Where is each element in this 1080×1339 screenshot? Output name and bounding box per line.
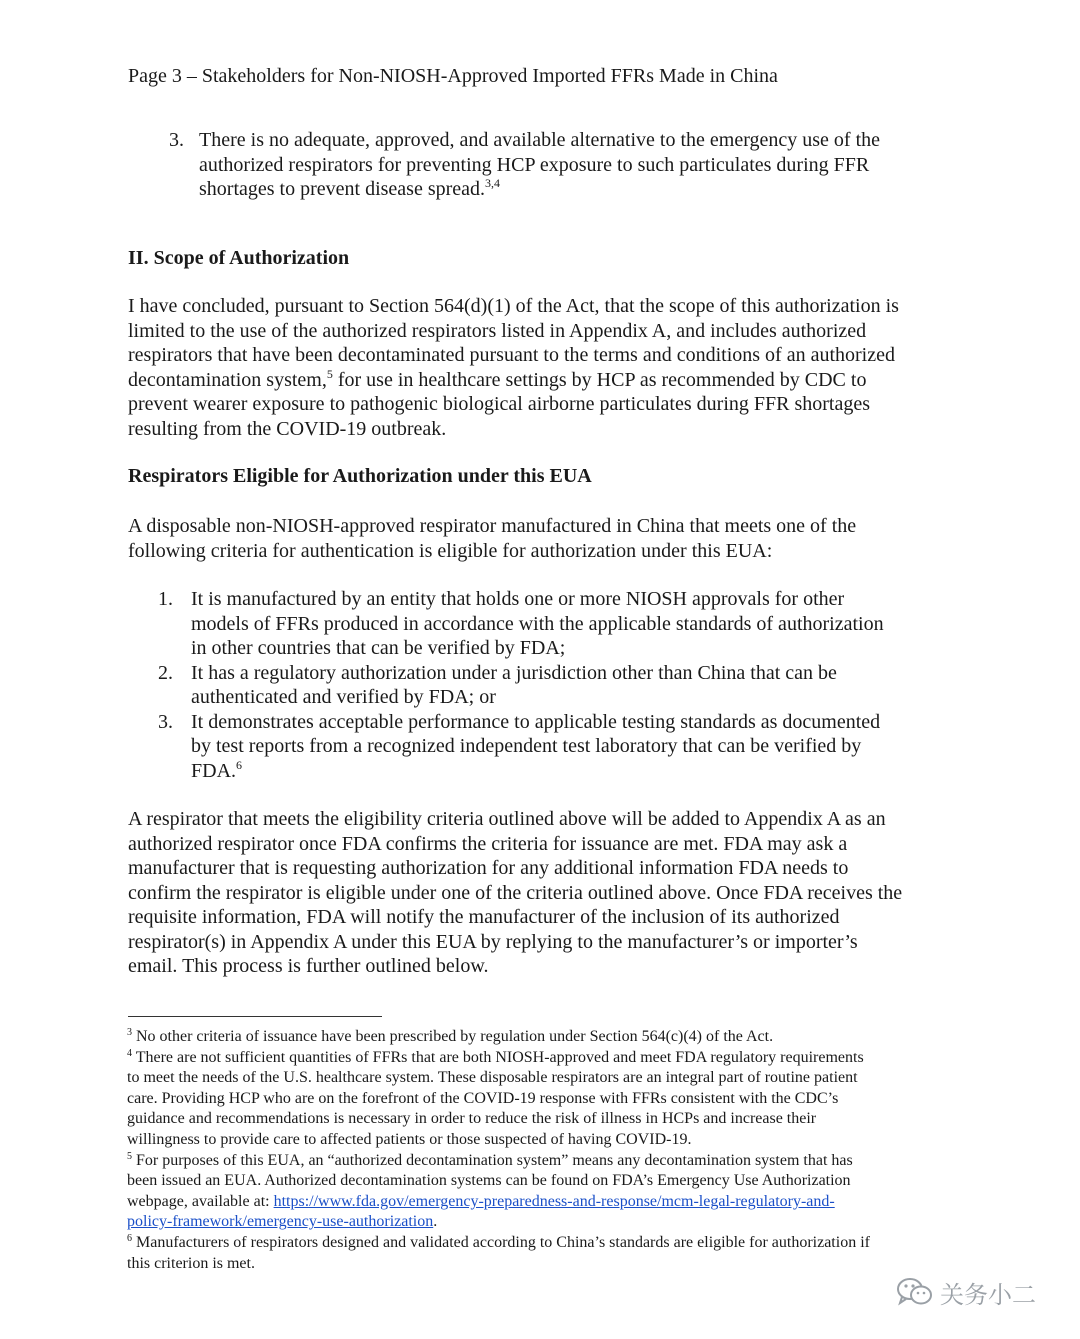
footnote-mark: 5 [127, 1150, 132, 1162]
watermark-text: 关务小二 [940, 1280, 1036, 1309]
page-header: Page 3 – Stakeholders for Non-NIOSH-Approved Imported FFRs Made in China [128, 65, 778, 87]
paragraph-line: resulting from the COVID-19 outbreak. [128, 417, 447, 440]
footnote-ref[interactable]: 6 [236, 757, 243, 772]
section-heading-scope: II. Scope of Authorization [128, 247, 350, 269]
footnote-line: guidance and recommendations is necessary in order to reduce the risk of illness in HCPs and increase their [127, 1110, 817, 1128]
item-line: models of FFRs produced in accordance with the applicable standards of authorization [191, 612, 884, 635]
item-line: It is manufactured by an entity that holds one or more NIOSH approvals for other [191, 588, 845, 610]
footnote-mark: 6 [127, 1232, 132, 1244]
paragraph-line: I have concluded, pursuant to Section 564(d)(1) of the Act, that the scope of this authorization is [128, 295, 899, 317]
fda-eua-link[interactable]: policy-framework/emergency-use-authorization [127, 1213, 434, 1231]
item-line: There is no adequate, approved, and available alternative to the emergency use of the [199, 129, 881, 151]
footnote-line [127, 1151, 967, 1172]
paragraph-line: following criteria for authentication is eligible for authorization under this EUA: [128, 539, 773, 562]
footnote-text: webpage, available at: [127, 1192, 274, 1210]
section-heading-eligible: Respirators Eligible for Authorization under this EUA [128, 465, 592, 487]
footnote-6 [127, 1233, 967, 1274]
list-number: 2. [158, 661, 173, 684]
paragraph-line: manufacturer that is requesting authorization for any additional information FDA needs to [128, 857, 849, 879]
wechat-icon [896, 1276, 934, 1308]
footnote-line: this criterion is met. [127, 1254, 255, 1272]
paragraph-line: limited to the use of the authorized respirators listed in Appendix A, and includes authorized [128, 319, 867, 342]
item-line: by test reports from a recognized independent test laboratory that can be verified by [191, 735, 862, 757]
list-number: 1. [158, 588, 173, 610]
footnote-3 [127, 1027, 967, 1048]
footnote-separator [128, 1016, 382, 1017]
paragraph-line: respirator(s) in Appendix A under this EUA by replying to the manufacturer’s or importer’s [128, 930, 858, 953]
footnote-line [127, 1212, 967, 1233]
footnote-text: . [433, 1213, 438, 1231]
item-line: authenticated and verified by FDA; or [191, 686, 496, 708]
footnote-line [127, 1233, 967, 1254]
footnote-line: been issued an EUA. Authorized decontamination systems can be found on FDA’s Emergency Use Authorization [127, 1172, 851, 1190]
footnote-ref[interactable]: 3,4 [485, 176, 501, 190]
paragraph-line: A disposable non-NIOSH-approved respirator manufactured in China that meets one of the [128, 515, 857, 537]
item-line: It has a regulatory authorization under a jurisdiction other than China that can be [191, 661, 837, 684]
footnotes [127, 1027, 967, 1274]
footnote-line: willingness to provide care to affected patients or those suspected of having COVID-19. [127, 1130, 692, 1148]
footnote-text: No other criteria of issuance have been prescribed by regulation under Section 564(c)(4) of the Act. [136, 1028, 774, 1045]
paragraph-line: respirators that have been decontaminated pursuant to the terms and conditions of an authorized [128, 344, 895, 366]
list-number: 3. [158, 710, 173, 733]
paragraph-line: A respirator that meets the eligibility criteria outlined above will be added to Appendix A as an [128, 808, 886, 830]
paragraph-line: requisite information, FDA will notify the manufacturer of the inclusion of its authorized [128, 906, 840, 928]
footnote-line: to meet the needs of the U.S. healthcare system. These disposable respirators are an integral part of routine patient [127, 1069, 858, 1087]
footnote-line [127, 1192, 967, 1213]
item-line-text: FDA. [191, 759, 237, 782]
eligible-intro [128, 514, 856, 563]
footnote-mark: 3 [127, 1027, 132, 1038]
paragraph-line: authorized respirator once FDA confirms the criteria for issuance are met. FDA may ask a [128, 832, 848, 855]
item-line-text: shortages to prevent disease spread. [199, 178, 486, 200]
closing-paragraph [128, 807, 902, 979]
footnote-ref[interactable]: 5 [326, 366, 333, 381]
item-line [191, 759, 242, 784]
item-line: It demonstrates acceptable performance to applicable testing standards as documented [191, 710, 881, 733]
footnote-mark: 4 [127, 1047, 132, 1059]
footnote-4 [127, 1048, 967, 1151]
paragraph-line: prevent wearer exposure to pathogenic biological airborne particulates during FFR shortages [128, 393, 870, 415]
footnote-text: Manufacturers of respirators designed and validated according to China’s standards are eligible for authorization if [136, 1233, 870, 1251]
item-line: in other countries that can be verified by FDA; [191, 637, 566, 659]
list-number: 3. [169, 129, 184, 151]
footnote-5 [127, 1151, 967, 1233]
fda-eua-link[interactable]: https://www.fda.gov/emergency-preparedness-and-response/mcm-legal-regulatory-and- [273, 1192, 835, 1210]
item-line: authorized respirators for preventing HCP exposure to such particulates during FFR [199, 153, 870, 176]
paragraph-line: confirm the respirator is eligible under one of the criteria outlined above. Once FDA receives the [128, 881, 903, 904]
watermark [896, 1272, 1036, 1312]
paragraph-text: decontamination system, [128, 368, 327, 391]
paragraph-text: for use in healthcare settings by HCP as recommended by CDC to [337, 368, 867, 391]
scope-paragraph [128, 294, 899, 441]
paragraph-line: email. This process is further outlined below. [128, 955, 489, 977]
item-line [199, 177, 500, 202]
footnote-line [127, 1048, 967, 1069]
footnote-line: care. Providing HCP who are on the forefront of the COVID-19 response with FFRs consistent with the CDC’s [127, 1089, 839, 1107]
footnote-text: There are not sufficient quantities of FFRs that are both NIOSH-approved and meet FDA regulatory requirements [135, 1048, 864, 1066]
paragraph-line [128, 368, 899, 393]
footnote-text: For purposes of this EUA, an “authorized decontamination system” means any decontamination system that has [136, 1151, 853, 1169]
